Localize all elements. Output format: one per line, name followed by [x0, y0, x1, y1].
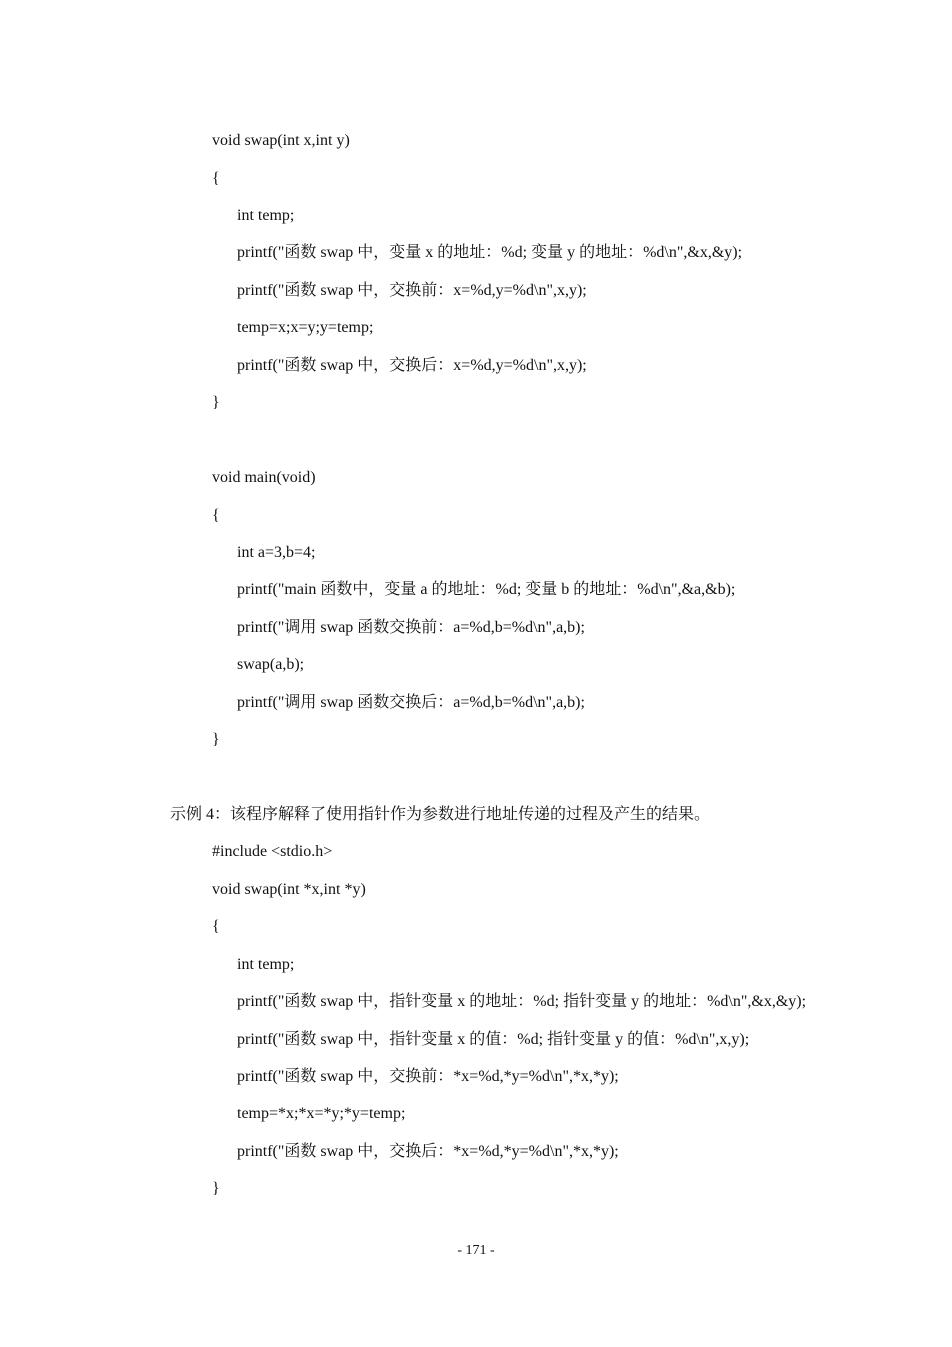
code-line: printf("main 函数中，变量 a 的地址：%d; 变量 b 的地址：%d\n",&a,&b);: [237, 581, 736, 598]
code-line: void main(void): [212, 469, 316, 486]
code-line: {: [212, 507, 220, 524]
code-line: temp=x;x=y;y=temp;: [237, 319, 374, 336]
code-line: void swap(int x,int y): [212, 132, 350, 149]
code-line: printf("函数 swap 中，指针变量 x 的值：%d; 指针变量 y 的值：%d\n",x,y);: [237, 1031, 750, 1048]
code-line: int temp;: [237, 207, 295, 224]
code-line: printf("调用 swap 函数交换前：a=%d,b=%d\n",a,b);: [237, 619, 585, 636]
code-line: int temp;: [237, 956, 295, 973]
page-number: - 171 -: [457, 1243, 495, 1258]
code-line: }: [212, 731, 220, 748]
code-line: int a=3,b=4;: [237, 544, 316, 561]
code-line: swap(a,b);: [237, 656, 305, 673]
code-line: #include <stdio.h>: [212, 843, 333, 860]
code-line: printf("函数 swap 中，交换前：*x=%d,*y=%d\n",*x,*y);: [237, 1068, 619, 1085]
code-line: {: [212, 918, 220, 935]
code-line: {: [212, 170, 220, 187]
code-line: printf("函数 swap 中，变量 x 的地址：%d; 变量 y 的地址：%d\n",&x,&y);: [237, 244, 743, 261]
code-line: printf("调用 swap 函数交换后：a=%d,b=%d\n",a,b);: [237, 694, 585, 711]
code-line: printf("函数 swap 中，交换后：x=%d,y=%d\n",x,y);: [237, 357, 587, 374]
code-line: void swap(int *x,int *y): [212, 881, 366, 898]
example-heading: 示例 4：该程序解释了使用指针作为参数进行地址传递的过程及产生的结果。: [170, 806, 711, 823]
code-line: }: [212, 1180, 220, 1197]
code-line: }: [212, 394, 220, 411]
code-line: printf("函数 swap 中，指针变量 x 的地址：%d; 指针变量 y 的地址：%d\n",&x,&y);: [237, 993, 807, 1010]
code-line: printf("函数 swap 中，交换前：x=%d,y=%d\n",x,y);: [237, 282, 587, 299]
code-line: temp=*x;*x=*y;*y=temp;: [237, 1105, 406, 1122]
code-line: printf("函数 swap 中，交换后：*x=%d,*y=%d\n",*x,*y);: [237, 1143, 619, 1160]
